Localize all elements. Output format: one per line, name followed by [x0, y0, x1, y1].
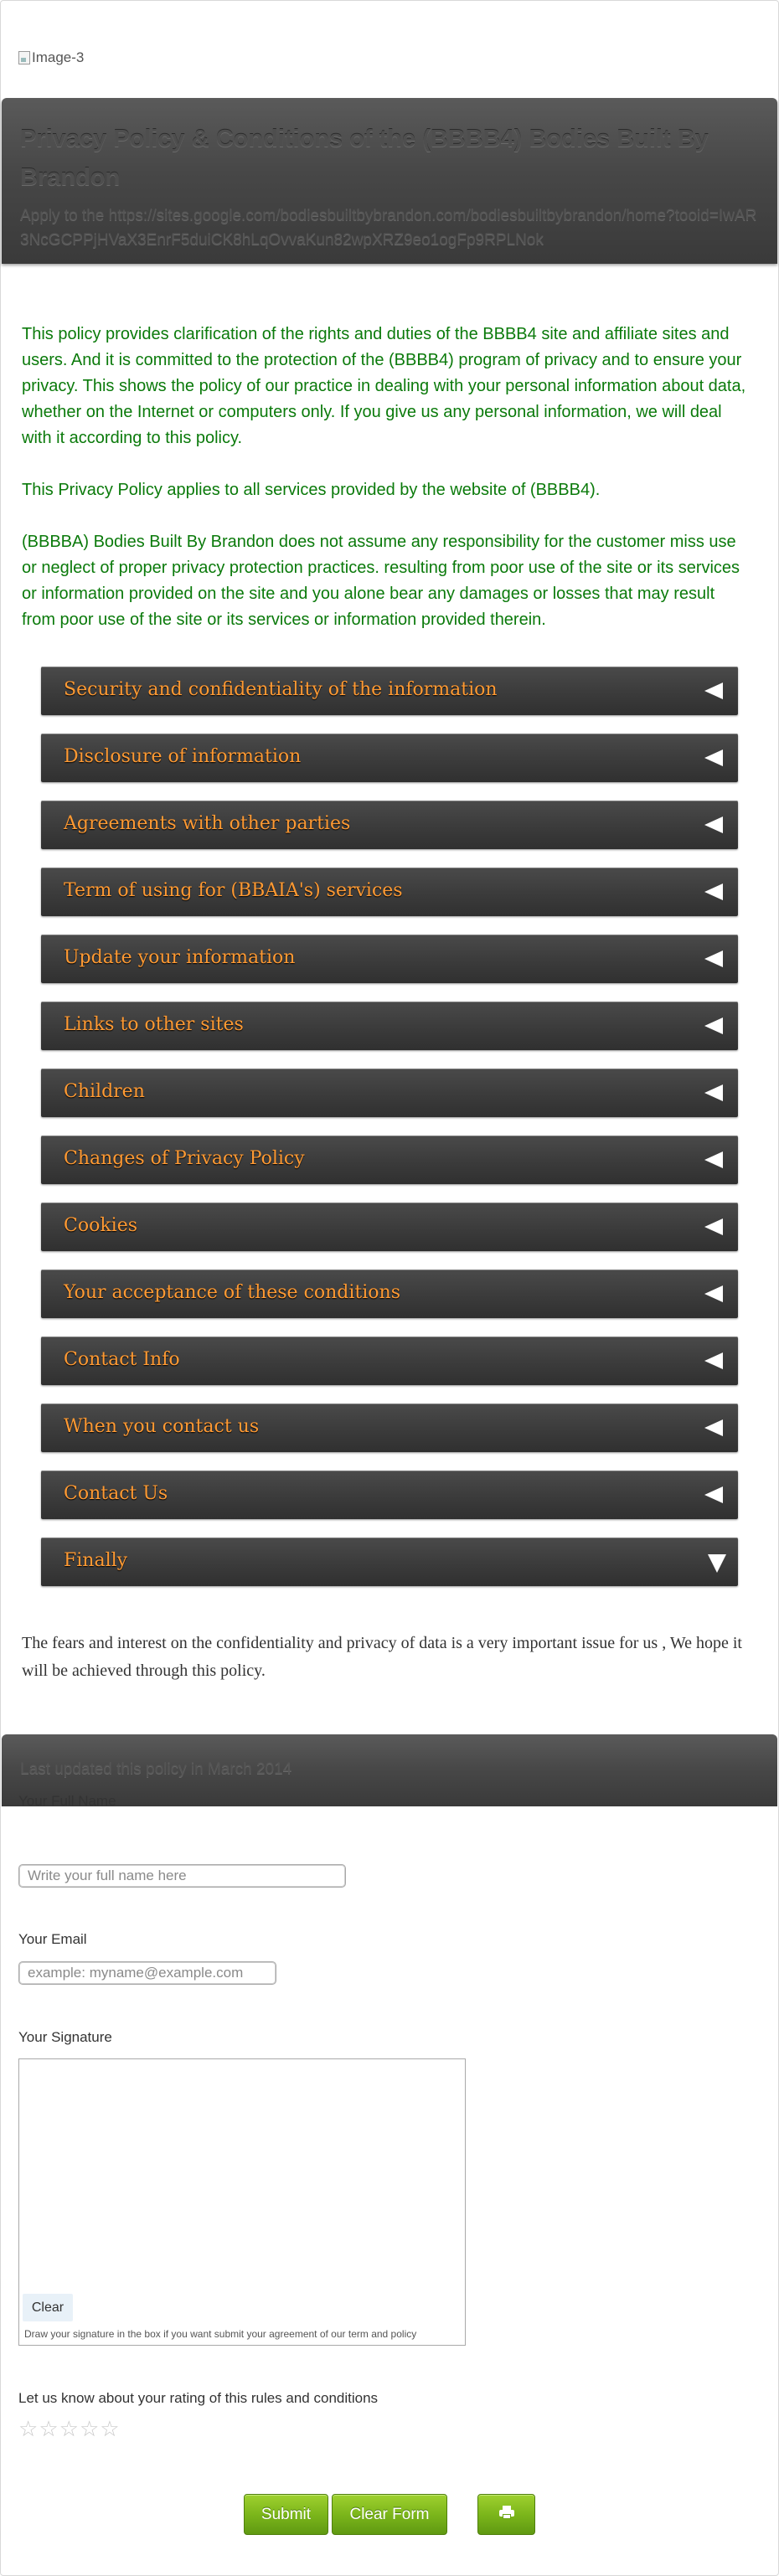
- accordion-item-acceptance[interactable]: [41, 1270, 738, 1318]
- caret-left-icon: [704, 1218, 723, 1235]
- star-rating: [18, 2418, 121, 2439]
- caret-left-icon: [704, 1084, 723, 1101]
- header-image-alt: Image-3: [32, 49, 85, 65]
- accordion-item-finally[interactable]: [41, 1538, 738, 1586]
- apply-to-text: Apply to the https://sites.google.com/bodiesbuiltbybrandon.com/bodiesbuiltbybrandon/home?tooid=IwAR3NcGCPPjHVaX3EnrF5duiCK8hLqOvvaKun82wpXRZ9eo1ogFp9RPLNok: [20, 207, 757, 249]
- header-panel: [2, 98, 777, 264]
- accordion-item-changes[interactable]: [41, 1136, 738, 1184]
- star-icon[interactable]: ☆: [79, 2416, 100, 2441]
- print-button[interactable]: [477, 2494, 535, 2535]
- accordion-label: Security and confidentiality of the information: [64, 679, 498, 700]
- caret-left-icon: [704, 1419, 723, 1436]
- signature-hint: Draw your signature in the box if you want submit your agreement of our term and policy: [24, 2328, 417, 2340]
- accordion-label: Changes of Privacy Policy: [64, 1148, 305, 1169]
- star-icon[interactable]: ☆: [18, 2416, 39, 2441]
- signature-pad[interactable]: [18, 2058, 466, 2346]
- accordion-item-agreements[interactable]: [41, 801, 738, 849]
- accordion-item-terms[interactable]: [41, 868, 738, 916]
- accordion-label: Agreements with other parties: [64, 813, 351, 834]
- rating-label: Let us know about your rating of this rules and conditions: [18, 2390, 379, 2406]
- accordion-item-update-info[interactable]: [41, 935, 738, 983]
- submit-button[interactable]: Submit: [244, 2494, 328, 2535]
- closing-text: The fears and interest on the confidentiality and privacy of data is a very important issue for us , We hope it will be achieved through this policy.: [22, 1634, 742, 1680]
- full-name-input[interactable]: [18, 1864, 346, 1888]
- intro-section: [22, 322, 751, 659]
- star-icon[interactable]: ☆: [39, 2416, 59, 2441]
- intro-paragraph-3: (BBBBA) Bodies Built By Brandon does not assume any responsibility for the customer miss use or neglect of proper privacy protection practices. resulting from poor use of the site or its services or information provided on the site and you alone bear any damages or losses that may result from poor use of the site or its services or information provided therein.: [22, 533, 740, 629]
- accordion-item-contact-info[interactable]: [41, 1337, 738, 1385]
- accordion-label: Cookies: [64, 1215, 137, 1236]
- header-image: [18, 49, 84, 66]
- accordion-label: Your acceptance of these conditions: [64, 1282, 401, 1303]
- accordion-label: Update your information: [64, 947, 296, 968]
- email-label: Your Email: [18, 1931, 87, 1947]
- caret-down-icon: [708, 1554, 726, 1573]
- caret-left-icon: [704, 1018, 723, 1034]
- accordion-item-links[interactable]: [41, 1002, 738, 1050]
- accordion-label: When you contact us: [64, 1416, 260, 1437]
- caret-left-icon: [704, 1352, 723, 1369]
- intro-paragraph-1: This policy provides clarification of the rights and duties of the BBBB4 site and affiliate sites and users. And it is committed to the protection of the (BBBB4) program of privacy and to ensure your privacy. This shows the policy of our practice in dealing with your personal information about data, whether on the Internet or computers only. If you give us any personal information, we will deal with it according to this policy.: [22, 325, 746, 447]
- intro-paragraph-2: This Privacy Policy applies to all services provided by the website of (BBBB4).: [22, 481, 601, 499]
- caret-left-icon: [704, 1285, 723, 1302]
- broken-image-icon: [18, 51, 30, 64]
- caret-left-icon: [704, 750, 723, 766]
- clear-form-button[interactable]: Clear Form: [332, 2494, 447, 2535]
- accordion-item-cookies[interactable]: [41, 1203, 738, 1251]
- caret-left-icon: [704, 817, 723, 833]
- accordion-item-contact-us[interactable]: [41, 1471, 738, 1519]
- caret-left-icon: [704, 1486, 723, 1503]
- last-updated-text: Last updated this policy in March 2014: [20, 1760, 292, 1778]
- caret-left-icon: [704, 884, 723, 900]
- accordion-item-security[interactable]: [41, 667, 738, 715]
- full-name-label: Your Full Name: [18, 1793, 116, 1809]
- accordion-label: Contact Info: [64, 1349, 180, 1370]
- accordion-label: Disclosure of information: [64, 746, 302, 767]
- accordion-label: Contact Us: [64, 1483, 168, 1504]
- accordion-label: Children: [64, 1081, 145, 1102]
- accordion-item-disclosure[interactable]: [41, 734, 738, 782]
- page-title: Privacy Policy & Conditions of the (BBBB4) Bodies Built By Brandon: [20, 126, 709, 191]
- signature-clear-button[interactable]: Clear: [23, 2294, 73, 2321]
- caret-left-icon: [704, 951, 723, 967]
- signature-label: Your Signature: [18, 2029, 112, 2045]
- email-input[interactable]: [18, 1961, 276, 1985]
- caret-left-icon: [704, 1151, 723, 1168]
- policy-accordion: [41, 667, 738, 1605]
- accordion-item-when-contact[interactable]: [41, 1404, 738, 1452]
- caret-left-icon: [704, 683, 723, 699]
- printer-icon: [499, 2506, 514, 2519]
- updated-panel: [2, 1734, 777, 1806]
- star-icon[interactable]: ☆: [100, 2416, 120, 2441]
- accordion-label: Links to other sites: [64, 1014, 244, 1035]
- star-icon[interactable]: ☆: [59, 2416, 79, 2441]
- accordion-item-children[interactable]: [41, 1069, 738, 1117]
- accordion-label: Term of using for (BBAIA's) services: [64, 880, 403, 901]
- accordion-label: Finally: [64, 1550, 128, 1571]
